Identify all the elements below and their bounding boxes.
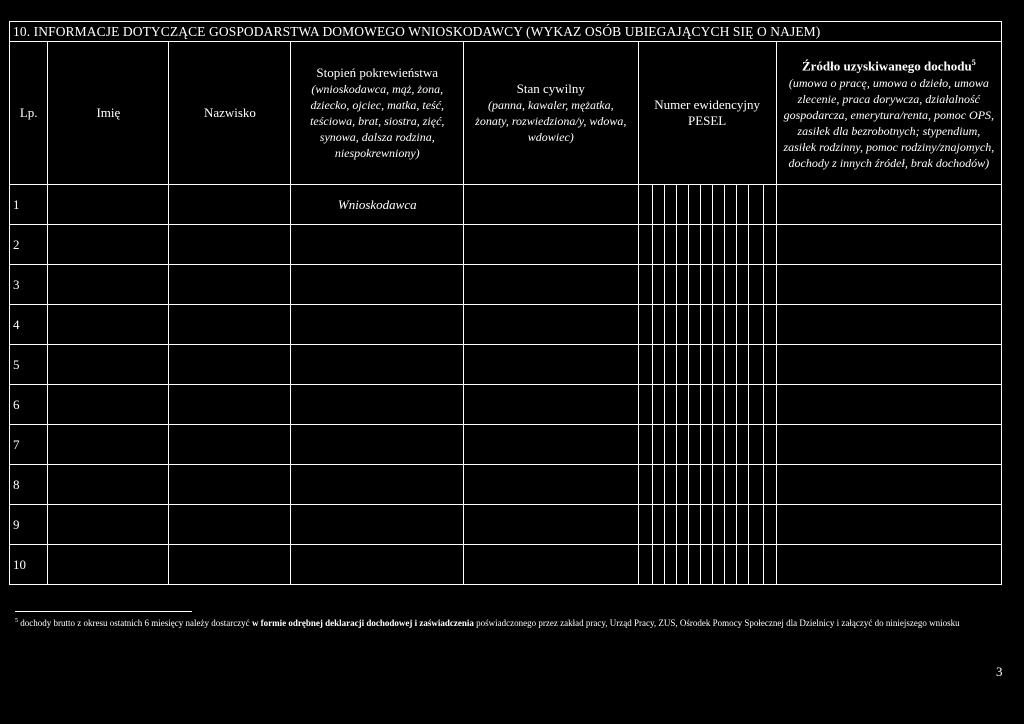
pesel-digit-cell[interactable]: [688, 185, 700, 225]
row-number: 10: [10, 545, 48, 585]
marital-status-cell[interactable]: [464, 345, 639, 385]
table-row: [10, 385, 1002, 425]
pesel-digit-cell[interactable]: [763, 465, 776, 505]
pesel-digit-cell[interactable]: [688, 505, 700, 545]
income-source-cell[interactable]: [776, 465, 1001, 505]
pesel-digit-cell[interactable]: [725, 465, 737, 505]
pesel-digit-cell[interactable]: [664, 505, 676, 545]
pesel-digit-cell[interactable]: [713, 305, 725, 345]
marital-status-cell[interactable]: [464, 185, 639, 225]
pesel-digit-cell[interactable]: [638, 345, 652, 385]
pesel-digit-cell[interactable]: [737, 185, 749, 225]
imie-cell[interactable]: [48, 505, 169, 545]
relation-cell[interactable]: [291, 345, 464, 385]
pesel-digit-cell[interactable]: [763, 505, 776, 545]
pesel-digit-cell[interactable]: [763, 385, 776, 425]
footnote-mark: 5: [15, 618, 18, 624]
relation-cell[interactable]: Wnioskodawca: [291, 185, 464, 225]
pesel-digit-cell[interactable]: [664, 305, 676, 345]
pesel-digit-cell[interactable]: [701, 305, 713, 345]
pesel-digit-cell[interactable]: [638, 465, 652, 505]
pesel-digit-cell[interactable]: [737, 465, 749, 505]
pesel-digit-cell[interactable]: [638, 185, 652, 225]
pesel-digit-cell[interactable]: [701, 465, 713, 505]
pesel-digit-cell[interactable]: [652, 505, 664, 545]
header-zrodlo-title: [781, 55, 997, 74]
pesel-digit-cell[interactable]: [713, 225, 725, 265]
pesel-digit-cell[interactable]: [701, 505, 713, 545]
income-source-cell[interactable]: [776, 505, 1001, 545]
pesel-digit-cell[interactable]: [763, 345, 776, 385]
nazwisko-cell[interactable]: [169, 265, 291, 305]
header-zrodlo: [776, 42, 1001, 185]
table-row: [10, 345, 1002, 385]
pesel-digit-cell[interactable]: [763, 305, 776, 345]
row-number: 4: [10, 305, 48, 345]
nazwisko-cell[interactable]: [169, 465, 291, 505]
pesel-digit-cell[interactable]: [652, 385, 664, 425]
pesel-digit-cell[interactable]: [638, 545, 652, 585]
row-number: 2: [10, 225, 48, 265]
pesel-digit-cell[interactable]: [763, 185, 776, 225]
row-number: 6: [10, 385, 48, 425]
table-row: [10, 505, 1002, 545]
pesel-digit-cell[interactable]: [676, 185, 688, 225]
pesel-digit-cell[interactable]: [725, 505, 737, 545]
table-row: [10, 185, 1002, 225]
relation-cell[interactable]: [291, 305, 464, 345]
row-number: 1: [10, 185, 48, 225]
income-source-cell[interactable]: [776, 225, 1001, 265]
pesel-digit-cell[interactable]: [638, 385, 652, 425]
pesel-digit-cell[interactable]: [725, 425, 737, 465]
pesel-digit-cell[interactable]: [737, 505, 749, 545]
table-row: [10, 265, 1002, 305]
header-stan-title: Stan cywilny: [516, 81, 585, 96]
pesel-digit-cell[interactable]: [725, 305, 737, 345]
row-number: 9: [10, 505, 48, 545]
nazwisko-cell[interactable]: [169, 225, 291, 265]
imie-cell[interactable]: [48, 345, 169, 385]
pesel-digit-cell[interactable]: [737, 385, 749, 425]
table-row: [10, 225, 1002, 265]
income-source-cell[interactable]: [776, 345, 1001, 385]
header-lp: [10, 42, 48, 185]
header-stan-note: (panna, kawaler, mężatka, żonaty, rozwiedziona/y, wdowa, wdowiec): [475, 98, 627, 144]
header-stopien-note: (wnioskodawca, mąż, żona, dziecko, ojciec, matka, teść, teściowa, brat, siostra, zięć, synowa, dalsza rodzina, niespokrewniony): [310, 82, 445, 160]
pesel-digit-cell[interactable]: [749, 505, 763, 545]
pesel-digit-cell[interactable]: [737, 225, 749, 265]
relation-cell[interactable]: [291, 505, 464, 545]
footnote-divider: [15, 611, 192, 612]
marital-status-cell[interactable]: [464, 505, 639, 545]
nazwisko-cell[interactable]: [169, 345, 291, 385]
nazwisko-cell[interactable]: [169, 425, 291, 465]
marital-status-cell[interactable]: [464, 385, 639, 425]
pesel-digit-cell[interactable]: [701, 385, 713, 425]
pesel-digit-cell[interactable]: [713, 465, 725, 505]
pesel-digit-cell[interactable]: [664, 465, 676, 505]
pesel-digit-cell[interactable]: [638, 225, 652, 265]
header-stan: [464, 42, 639, 185]
pesel-digit-cell[interactable]: [652, 425, 664, 465]
relation-cell[interactable]: [291, 425, 464, 465]
nazwisko-cell[interactable]: [169, 545, 291, 585]
pesel-digit-cell[interactable]: [676, 225, 688, 265]
pesel-digit-cell[interactable]: [676, 465, 688, 505]
income-source-cell[interactable]: [776, 305, 1001, 345]
pesel-digit-cell[interactable]: [688, 425, 700, 465]
pesel-digit-cell[interactable]: [737, 425, 749, 465]
header-imie-label: Imię: [96, 105, 121, 120]
pesel-digit-cell[interactable]: [688, 385, 700, 425]
pesel-digit-cell[interactable]: [713, 385, 725, 425]
pesel-digit-cell[interactable]: [664, 545, 676, 585]
pesel-digit-cell[interactable]: [737, 345, 749, 385]
header-zrodlo-note: (umowa o pracę, umowa o dzieło, umowa zlecenie, praca dorywcza, działalność gospodarcza, emerytura/renta, pomoc OPS, zasiłek dla bezrobotnych; stypendium, zasiłek rodzinny, pomoc rodziny/znajomych, dochody z innych źródeł, brak dochodów): [783, 75, 995, 170]
pesel-digit-cell[interactable]: [652, 465, 664, 505]
table-row: [10, 545, 1002, 585]
pesel-digit-cell[interactable]: [763, 265, 776, 305]
pesel-digit-cell[interactable]: [763, 545, 776, 585]
nazwisko-cell[interactable]: [169, 505, 291, 545]
header-imie: [48, 42, 169, 185]
pesel-digit-cell[interactable]: [725, 185, 737, 225]
marital-status-cell[interactable]: [464, 545, 639, 585]
footnote-text-before: dochody brutto z okresu ostatnich 6 miesięcy należy dostarczyć: [18, 618, 252, 628]
footnote: [15, 615, 1005, 630]
relation-cell[interactable]: [291, 545, 464, 585]
pesel-digit-cell[interactable]: [701, 425, 713, 465]
pesel-digit-cell[interactable]: [664, 265, 676, 305]
pesel-digit-cell[interactable]: [749, 225, 763, 265]
pesel-digit-cell[interactable]: [652, 265, 664, 305]
footnote-text-after: poświadczonego przez zakład pracy, Urząd Pracy, ZUS, Ośrodek Pomocy Społecznej dla Dzielnicy i załączyć do niniejszego wniosku: [473, 618, 960, 628]
pesel-digit-cell[interactable]: [701, 345, 713, 385]
nazwisko-cell[interactable]: [169, 385, 291, 425]
pesel-digit-cell[interactable]: [676, 345, 688, 385]
marital-status-cell[interactable]: [464, 425, 639, 465]
header-nazwisko: [169, 42, 291, 185]
imie-cell[interactable]: [48, 265, 169, 305]
pesel-digit-cell[interactable]: [676, 305, 688, 345]
pesel-digit-cell[interactable]: [652, 345, 664, 385]
pesel-digit-cell[interactable]: [664, 385, 676, 425]
imie-cell[interactable]: [48, 465, 169, 505]
pesel-digit-cell[interactable]: [638, 425, 652, 465]
pesel-digit-cell[interactable]: [725, 265, 737, 305]
pesel-digit-cell[interactable]: [664, 425, 676, 465]
pesel-digit-cell[interactable]: [638, 305, 652, 345]
pesel-digit-cell[interactable]: [652, 185, 664, 225]
header-zrodlo-title-text: Źródło uzyskiwanego dochodu: [801, 58, 972, 74]
pesel-digit-cell[interactable]: [713, 545, 725, 585]
pesel-digit-cell[interactable]: [737, 545, 749, 585]
pesel-digit-cell[interactable]: [701, 545, 713, 585]
nazwisko-cell[interactable]: [169, 185, 291, 225]
pesel-digit-cell[interactable]: [701, 265, 713, 305]
household-table: [9, 21, 1002, 585]
marital-status-cell[interactable]: [464, 225, 639, 265]
table-row: [10, 305, 1002, 345]
row-number: 8: [10, 465, 48, 505]
header-pesel-title: Numer ewidencyjny PESEL: [654, 97, 760, 128]
pesel-digit-cell[interactable]: [688, 345, 700, 385]
pesel-digit-cell[interactable]: [737, 305, 749, 345]
header-nazwisko-label: Nazwisko: [203, 105, 256, 120]
pesel-digit-cell[interactable]: [676, 545, 688, 585]
income-source-cell[interactable]: [776, 265, 1001, 305]
income-source-cell[interactable]: [776, 185, 1001, 225]
pesel-digit-cell[interactable]: [713, 265, 725, 305]
pesel-digit-cell[interactable]: [676, 425, 688, 465]
pesel-digit-cell[interactable]: [713, 185, 725, 225]
pesel-digit-cell[interactable]: [725, 225, 737, 265]
pesel-digit-cell[interactable]: [676, 265, 688, 305]
pesel-digit-cell[interactable]: [652, 545, 664, 585]
pesel-digit-cell[interactable]: [725, 345, 737, 385]
pesel-digit-cell[interactable]: [749, 425, 763, 465]
table-body: [10, 185, 1002, 585]
imie-cell[interactable]: [48, 185, 169, 225]
pesel-digit-cell[interactable]: [688, 265, 700, 305]
pesel-digit-cell[interactable]: [713, 425, 725, 465]
income-source-cell[interactable]: [776, 545, 1001, 585]
marital-status-cell[interactable]: [464, 265, 639, 305]
pesel-digit-cell[interactable]: [749, 385, 763, 425]
pesel-digit-cell[interactable]: [763, 425, 776, 465]
pesel-digit-cell[interactable]: [763, 225, 776, 265]
pesel-digit-cell[interactable]: [737, 265, 749, 305]
pesel-digit-cell[interactable]: [749, 305, 763, 345]
imie-cell[interactable]: [48, 425, 169, 465]
footnote-text-bold: w formie odrębnej deklaracji dochodowej i zaświadczenia: [251, 618, 474, 628]
pesel-digit-cell[interactable]: [638, 265, 652, 305]
header-pesel: [638, 42, 776, 185]
pesel-digit-cell[interactable]: [701, 225, 713, 265]
pesel-digit-cell[interactable]: [725, 385, 737, 425]
row-number: 3: [10, 265, 48, 305]
pesel-digit-cell[interactable]: [688, 545, 700, 585]
table-row: [10, 425, 1002, 465]
marital-status-cell[interactable]: [464, 305, 639, 345]
imie-cell[interactable]: [48, 225, 169, 265]
pesel-digit-cell[interactable]: [713, 345, 725, 385]
marital-status-cell[interactable]: [464, 465, 639, 505]
page-number: 3: [996, 664, 1003, 679]
pesel-digit-cell[interactable]: [749, 465, 763, 505]
relation-cell[interactable]: [291, 265, 464, 305]
pesel-digit-cell[interactable]: [664, 185, 676, 225]
income-source-cell[interactable]: [776, 425, 1001, 465]
imie-cell[interactable]: [48, 545, 169, 585]
pesel-digit-cell[interactable]: [713, 505, 725, 545]
pesel-digit-cell[interactable]: [749, 185, 763, 225]
pesel-digit-cell[interactable]: [749, 265, 763, 305]
relation-cell[interactable]: [291, 385, 464, 425]
pesel-digit-cell[interactable]: [676, 505, 688, 545]
pesel-digit-cell[interactable]: [664, 225, 676, 265]
pesel-digit-cell[interactable]: [688, 465, 700, 505]
pesel-digit-cell[interactable]: [725, 545, 737, 585]
pesel-digit-cell[interactable]: [701, 185, 713, 225]
pesel-digit-cell[interactable]: [664, 345, 676, 385]
header-lp-label: Lp.: [19, 105, 38, 120]
header-stopien: [291, 42, 464, 185]
relation-cell[interactable]: [291, 465, 464, 505]
pesel-digit-cell[interactable]: [688, 305, 700, 345]
pesel-digit-cell[interactable]: [652, 225, 664, 265]
nazwisko-cell[interactable]: [169, 305, 291, 345]
row-number: 7: [10, 425, 48, 465]
pesel-digit-cell[interactable]: [688, 225, 700, 265]
pesel-digit-cell[interactable]: [749, 345, 763, 385]
header-stopien-title: Stopień pokrewieństwa: [316, 65, 439, 80]
footnote-ref-mark: 5: [971, 58, 976, 68]
section-title: 10. INFORMACJE DOTYCZĄCE GOSPODARSTWA DOMOWEGO WNIOSKODAWCY (WYKAZ OSÓB UBIEGAJĄCYCH SIĘ O NAJEM): [10, 22, 1002, 42]
row-number: 5: [10, 345, 48, 385]
pesel-digit-cell[interactable]: [749, 545, 763, 585]
relation-cell[interactable]: [291, 225, 464, 265]
imie-cell[interactable]: [48, 305, 169, 345]
table-row: [10, 465, 1002, 505]
pesel-digit-cell[interactable]: [638, 505, 652, 545]
imie-cell[interactable]: [48, 385, 169, 425]
income-source-cell[interactable]: [776, 385, 1001, 425]
pesel-digit-cell[interactable]: [676, 385, 688, 425]
pesel-digit-cell[interactable]: [652, 305, 664, 345]
